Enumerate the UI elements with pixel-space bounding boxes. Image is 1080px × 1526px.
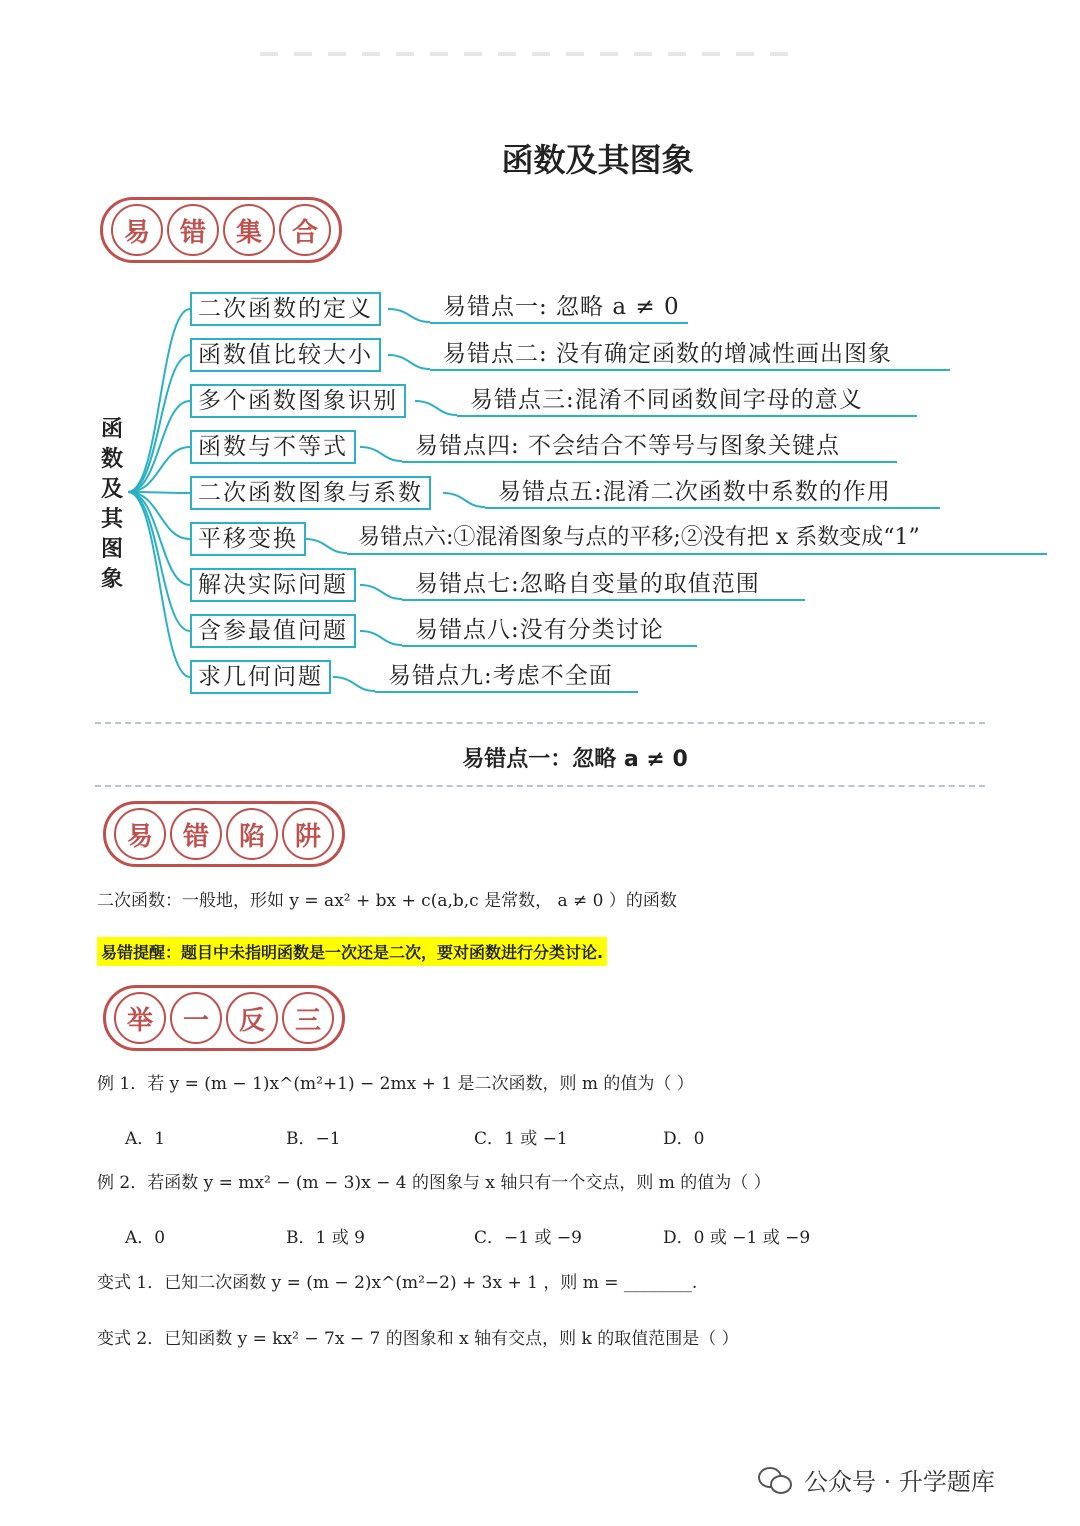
mindmap-error: 易错点五:混淆二次函数中系数的作用 bbox=[498, 479, 891, 505]
badge-examples bbox=[103, 985, 345, 1051]
badge-char: 错 bbox=[167, 204, 219, 256]
error-underline bbox=[457, 415, 917, 417]
option-d: D．0 bbox=[663, 1129, 705, 1149]
error-underline bbox=[430, 322, 688, 324]
variant-1: 变式 1．已知二次函数 y = (m − 2)x^(m²−2) + 3x + 1 ，则 m = ________. bbox=[97, 1273, 698, 1293]
badge-char: 三 bbox=[282, 992, 334, 1044]
mindmap-error: 易错点七:忽略自变量的取值范围 bbox=[415, 571, 760, 597]
error-underline bbox=[402, 599, 805, 601]
footer-watermark bbox=[758, 1462, 995, 1497]
badge-char: 反 bbox=[226, 992, 278, 1044]
option-c: C．−1 或 −9 bbox=[474, 1228, 582, 1248]
mindmap-topic: 求几何问题 bbox=[190, 660, 331, 694]
mindmap-topic: 解决实际问题 bbox=[190, 568, 356, 602]
mindmap-error: 易错点四: 不会结合不等号与图象关键点 bbox=[415, 433, 841, 459]
option-d: D．0 或 −1 或 −9 bbox=[663, 1228, 811, 1248]
variant-2: 变式 2．已知函数 y = kx² − 7x − 7 的图象和 x 轴有交点，则 k 的取值范围是（ ） bbox=[97, 1329, 739, 1349]
footer-text: 公众号 · 升学题库 bbox=[804, 1468, 995, 1496]
mindmap-topic: 二次函数图象与系数 bbox=[190, 476, 431, 510]
error-underline bbox=[430, 369, 950, 371]
mindmap-error: 易错点九:考虑不全面 bbox=[388, 663, 613, 689]
definition-text: 二次函数：一般地，形如 y = ax² + bx + c(a,b,c 是常数， a ≠ 0 ）的函数 bbox=[97, 891, 677, 911]
badge-char: 错 bbox=[170, 808, 222, 860]
error-underline bbox=[402, 645, 697, 647]
option-c: C．1 或 −1 bbox=[474, 1129, 568, 1149]
section-title: 易错点一：忽略 a ≠ 0 bbox=[462, 747, 688, 772]
wechat-icon bbox=[758, 1465, 794, 1495]
divider bbox=[95, 785, 985, 787]
mindmap-error: 易错点八:没有分类讨论 bbox=[415, 617, 664, 643]
mindmap-error: 易错点二: 没有确定函数的增减性画出图象 bbox=[443, 341, 893, 367]
page-title: 函数及其图象 bbox=[501, 141, 694, 179]
tip-highlight: 易错提醒：题目中未指明函数是一次还是二次，要对函数进行分类讨论. bbox=[97, 937, 607, 966]
badge-char: 阱 bbox=[282, 808, 334, 860]
option-b: B．−1 bbox=[286, 1129, 341, 1149]
error-underline bbox=[347, 553, 1047, 555]
mindmap-root: 函 数 及 其 图 象 bbox=[100, 417, 123, 592]
error-underline bbox=[402, 461, 897, 463]
mindmap-topic: 含参最值问题 bbox=[190, 614, 356, 648]
badge-char: 集 bbox=[223, 204, 275, 256]
badge-char: 合 bbox=[279, 204, 331, 256]
mindmap-error: 易错点六:①混淆图象与点的平移;②没有把 x 系数变成“1” bbox=[358, 525, 920, 550]
badge-char: 易 bbox=[111, 204, 163, 256]
mindmap-topic: 二次函数的定义 bbox=[190, 292, 381, 326]
mindmap-topic: 函数与不等式 bbox=[190, 430, 356, 464]
divider bbox=[95, 722, 985, 724]
mindmap-topic: 多个函数图象识别 bbox=[190, 384, 406, 418]
option-a: A．0 bbox=[125, 1228, 166, 1248]
mindmap-error: 易错点一: 忽略 a ≠ 0 bbox=[443, 294, 680, 320]
mindmap-error: 易错点三:混淆不同函数间字母的意义 bbox=[470, 387, 863, 413]
badge-char: 易 bbox=[114, 808, 166, 860]
error-underline bbox=[375, 691, 638, 693]
badge-char: 一 bbox=[170, 992, 222, 1044]
option-a: A．1 bbox=[125, 1129, 166, 1149]
error-underline bbox=[485, 507, 940, 509]
mindmap-topic: 函数值比较大小 bbox=[190, 338, 381, 372]
badge-char: 举 bbox=[114, 992, 166, 1044]
badge-traps bbox=[103, 801, 345, 867]
mindmap-topic: 平移变换 bbox=[190, 522, 306, 556]
example-1-stem: 例 1．若 y = (m − 1)x^(m²+1) − 2mx + 1 是二次函数，则 m 的值为（ ） bbox=[97, 1074, 694, 1094]
example-2-stem: 例 2．若函数 y = mx² − (m − 3)x − 4 的图象与 x 轴只有一个交点，则 m 的值为（ ） bbox=[97, 1173, 771, 1193]
option-b: B．1 或 9 bbox=[286, 1228, 365, 1248]
badge-char: 陷 bbox=[226, 808, 278, 860]
